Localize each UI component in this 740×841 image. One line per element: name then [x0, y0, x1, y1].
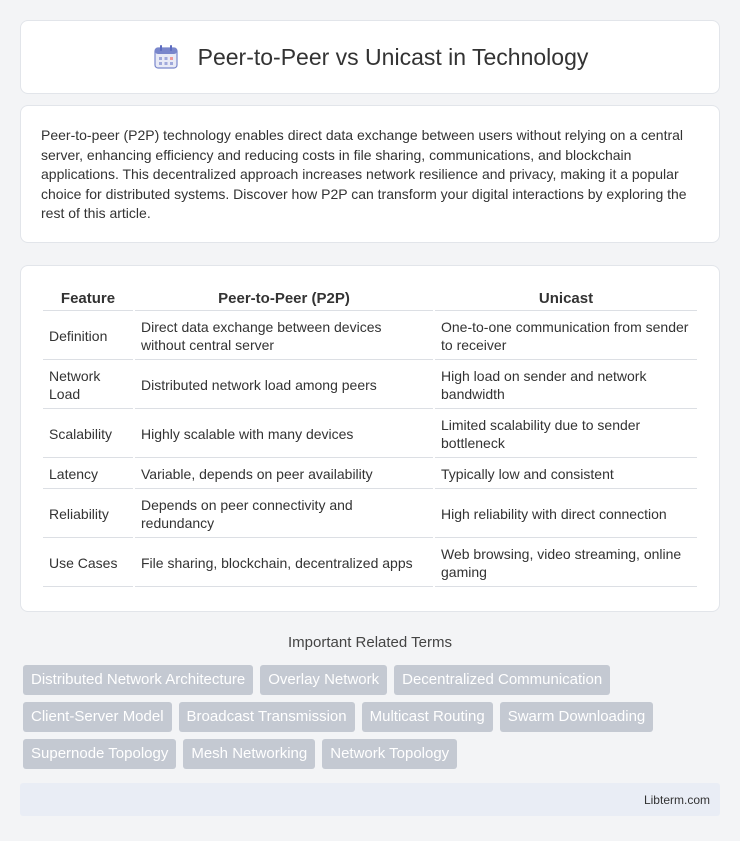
tag-overlay-network[interactable]: Overlay Network [260, 665, 387, 695]
tag-client-server-model[interactable]: Client-Server Model [23, 702, 172, 732]
table-row [43, 411, 697, 458]
page-title: Peer-to-Peer vs Unicast in Technology [197, 43, 589, 70]
tag-multicast-routing[interactable]: Multicast Routing [362, 702, 493, 732]
table-row [43, 313, 697, 360]
tag-swarm-downloading[interactable]: Swarm Downloading [500, 702, 654, 732]
row-p2p: File sharing, blockchain, decentralized apps [135, 540, 433, 587]
row-feature: Network Load [43, 362, 133, 409]
comparison-table [41, 286, 699, 589]
comparison-table-card [20, 265, 720, 612]
intro-text: Peer-to-peer (P2P) technology enables direct data exchange between users without relying on a central server, enhancing efficiency and reducing costs in file sharing, communications, and blockchain applications. This decentralized approach increases network resilience and privacy, making it a popular choice for distributed systems. Discover how P2P can transform your digital interactions by exploring the rest of this article. [41, 127, 687, 221]
table-row [43, 491, 697, 538]
calendar-icon [152, 43, 180, 71]
related-terms-section [20, 634, 720, 769]
row-p2p: Highly scalable with many devices [135, 411, 433, 458]
intro-card [20, 105, 720, 243]
footer-site-link[interactable]: Libterm.com [643, 792, 710, 807]
header-unicast: Unicast [435, 288, 697, 311]
row-p2p: Distributed network load among peers [135, 362, 433, 409]
related-terms-tags [20, 665, 720, 769]
row-feature: Scalability [43, 411, 133, 458]
row-feature: Reliability [43, 491, 133, 538]
row-unicast: High load on sender and network bandwidth [435, 362, 697, 409]
related-terms-title: Important Related Terms [288, 634, 452, 651]
title-card [20, 20, 720, 94]
tag-distributed-network-architecture[interactable]: Distributed Network Architecture [23, 665, 253, 695]
row-unicast: One-to-one communication from sender to receiver [435, 313, 697, 360]
row-unicast: Limited scalability due to sender bottleneck [435, 411, 697, 458]
tag-supernode-topology[interactable]: Supernode Topology [23, 739, 176, 769]
row-feature: Definition [43, 313, 133, 360]
tag-broadcast-transmission[interactable]: Broadcast Transmission [179, 702, 355, 732]
header-feature: Feature [43, 288, 133, 311]
row-p2p: Variable, depends on peer availability [135, 460, 433, 489]
row-unicast: Typically low and consistent [435, 460, 697, 489]
tag-mesh-networking[interactable]: Mesh Networking [183, 739, 315, 769]
row-p2p: Depends on peer connectivity and redundancy [135, 491, 433, 538]
row-unicast: High reliability with direct connection [435, 491, 697, 538]
row-unicast: Web browsing, video streaming, online gaming [435, 540, 697, 587]
row-p2p: Direct data exchange between devices without central server [135, 313, 433, 360]
footer [20, 783, 720, 816]
table-row [43, 540, 697, 587]
row-feature: Use Cases [43, 540, 133, 587]
table-header-row [43, 288, 697, 311]
table-row [43, 362, 697, 409]
tag-network-topology[interactable]: Network Topology [322, 739, 457, 769]
header-p2p: Peer-to-Peer (P2P) [135, 288, 433, 311]
tag-decentralized-communication[interactable]: Decentralized Communication [394, 665, 610, 695]
row-feature: Latency [43, 460, 133, 489]
table-row [43, 460, 697, 489]
